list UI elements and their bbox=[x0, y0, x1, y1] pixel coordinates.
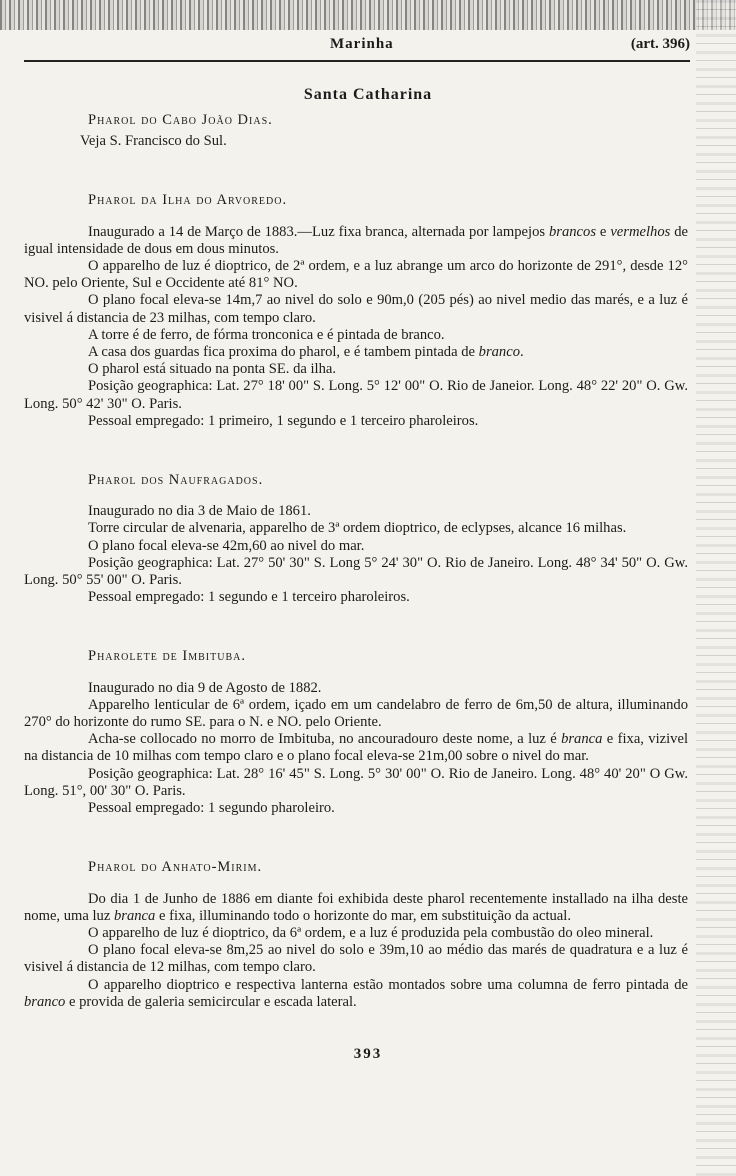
running-head-title: Marinha bbox=[330, 36, 394, 52]
text: . bbox=[520, 344, 524, 361]
entry-heading: Pharolete de Imbituba. bbox=[88, 648, 246, 665]
text: e fixa, vizivel na distancia de 10 milhas com tempo claro e o plano focal eleva-se 21m,00 sobre o nivel do mar. bbox=[24, 731, 689, 765]
text: e fixa, illuminando todo o horizonte do mar, em substituição da actual. bbox=[155, 907, 571, 924]
text: Do dia 1 de Junho de 1886 em diante foi exhibida deste pharol recentemente installado na ilha deste nome, uma luz bbox=[24, 890, 688, 924]
entry-cabo-joao-dias bbox=[24, 112, 688, 150]
text: Acha-se collocado no morro de Imbituba, no ancouradouro deste nome, a luz é bbox=[88, 731, 562, 748]
paragraph: Inaugurado no dia 3 de Maio de 1861. bbox=[88, 503, 311, 520]
paragraph: O plano focal eleva-se 42m,60 ao nivel do mar. bbox=[88, 537, 365, 554]
paragraph bbox=[24, 344, 688, 361]
entry-cross-reference: Veja S. Francisco do Sul. bbox=[80, 133, 227, 150]
entry-naufragados bbox=[24, 472, 688, 606]
italic-text: brancos bbox=[548, 223, 597, 240]
paragraph: Pessoal empregado: 1 primeiro, 1 segundo e 1 terceiro pharoleiros. bbox=[88, 412, 479, 429]
paragraph: Posição geographica: Lat. 27° 18' 00" S. Long. 5° 12' 00" O. Rio de Janeior. Long. 48° 22' 20" O. Gw. Long. 50° 42' 30" O. Paris. bbox=[24, 378, 688, 412]
paragraph bbox=[24, 891, 688, 925]
italic-text: branca bbox=[561, 731, 603, 748]
entry-heading: Pharol do Anhato-Mirim. bbox=[88, 859, 263, 876]
paragraph: Posição geographica: Lat. 28° 16' 45" S. Long. 5° 30' 00" O. Rio de Janeiro. Long. 48° 40' 20" O Gw. Long. 51°, 00' 30" O. Paris. bbox=[24, 765, 688, 799]
text: de igual intensidade de dous em dous minutos. bbox=[24, 223, 688, 257]
text: e provida de galeria semicircular e escada lateral. bbox=[65, 993, 357, 1010]
paragraph: O plano focal eleva-se 14m,7 ao nivel do solo e 90m,0 (205 pés) ao nivel medio das marés, e a luz é visivel á distancia de 23 milhas, com tempo claro. bbox=[24, 292, 688, 326]
text: O apparelho dioptrico e respectiva lanterna estão montados sobre uma columna de ferro pintada de bbox=[88, 976, 688, 993]
paragraph: O apparelho de luz é dioptrico, da 6ª ordem, e a luz é produzida pela combustão do oleo mineral. bbox=[88, 924, 654, 941]
entry-heading: Pharol do Cabo João Dias. bbox=[88, 112, 273, 128]
paragraph: Torre circular de alvenaria, apparelho de 3ª ordem dioptrico, de eclypses, alcance 16 milhas. bbox=[88, 520, 627, 537]
entry-heading: Pharol da Ilha do Arvoredo. bbox=[88, 192, 288, 209]
header-rule bbox=[24, 60, 690, 62]
paragraph bbox=[24, 731, 688, 765]
italic-text: branco bbox=[478, 344, 521, 361]
paragraph: Posição geographica: Lat. 27° 50' 30" S. Long 5° 24' 30" O. Rio de Janeiro. Long. 48° 34' 50" O. Gw. Long. 50° 55' 00" O. Paris. bbox=[24, 554, 688, 589]
italic-text: vermelhos bbox=[610, 223, 671, 240]
paragraph: O apparelho de luz é dioptrico, de 2ª ordem, e a luz abrange um arco do horizonte de 291°, desde 12° NO. pelo Oriente, Sul e Occidente até 81° NO. bbox=[24, 258, 688, 292]
paragraph: O pharol está situado na ponta SE. da ilha. bbox=[88, 361, 337, 378]
paragraph bbox=[24, 224, 688, 258]
entry-ilha-do-arvoredo bbox=[24, 192, 688, 430]
text: Inaugurado a 14 de Março de 1883.—Luz fixa branca, alternada por lampejos bbox=[88, 223, 546, 240]
running-head-article: (art. 396) bbox=[630, 36, 690, 52]
page-number: 393 bbox=[353, 1046, 383, 1062]
scan-edge-right bbox=[696, 0, 736, 1176]
section-title: Santa Catharina bbox=[303, 86, 433, 103]
text: e bbox=[596, 223, 611, 240]
scan-edge-top bbox=[0, 0, 736, 30]
entry-imbituba bbox=[24, 648, 688, 817]
paragraph: O plano focal eleva-se 8m,25 ao nivel do solo e 39m,10 ao médio das marés de quadratura e a luz é visivel á distancia de 12 milhas, com tempo claro. bbox=[24, 942, 688, 976]
entry-anhato-mirim bbox=[24, 859, 688, 1011]
paragraph: Pessoal empregado: 1 segundo pharoleiro. bbox=[88, 800, 335, 817]
running-head bbox=[24, 36, 690, 56]
italic-text: branca bbox=[113, 907, 156, 924]
paragraph: Inaugurado no dia 9 de Agosto de 1882. bbox=[88, 679, 322, 696]
entry-heading: Pharol dos Naufragados. bbox=[88, 472, 264, 489]
paragraph: Pessoal empregado: 1 segundo e 1 terceiro pharoleiros. bbox=[88, 589, 410, 606]
italic-text: branco bbox=[24, 993, 66, 1010]
page-body bbox=[24, 112, 688, 1011]
paragraph: Apparelho lenticular de 6ª ordem, içado em um candelabro de ferro de 6m,50 de altura, illuminando 270° do horizonte do rumo SE. para o N. e NO. pelo Oriente. bbox=[24, 696, 688, 731]
text: A casa dos guardas fica proxima do pharol, e é tambem pintada de bbox=[88, 344, 479, 361]
paragraph: A torre é de ferro, de fórma tronconica e é pintada de branco. bbox=[88, 326, 445, 343]
paragraph bbox=[24, 977, 688, 1011]
